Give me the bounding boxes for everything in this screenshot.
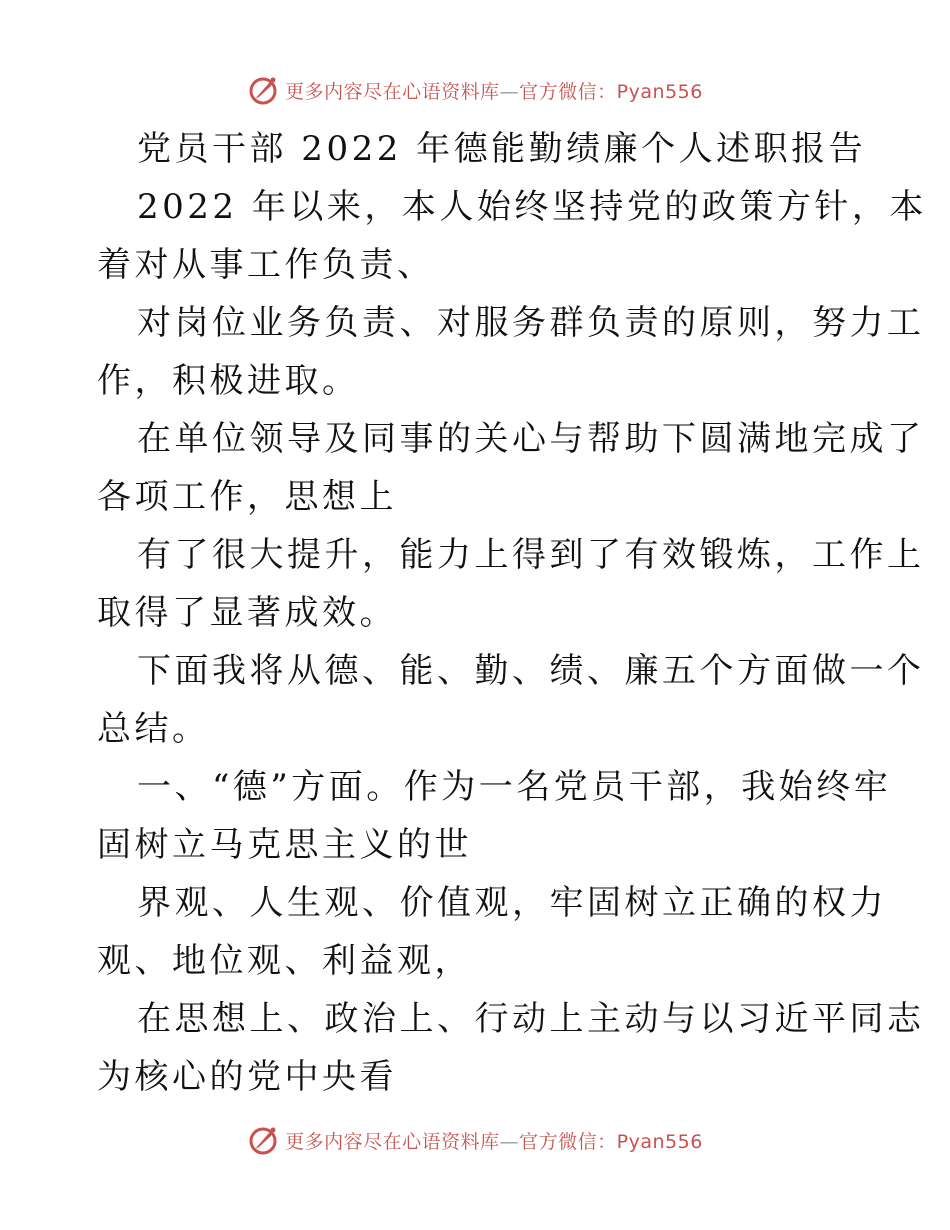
paragraph-line: 为核心的党中央看 [97,1057,397,1097]
watermark-text: 更多内容尽在心语资料库—官方微信：Pyan556 [285,80,703,103]
paragraph-line: 在思想上、政治上、行动上主动与以习近平同志 [137,999,925,1039]
quill-circle-icon [247,1123,281,1157]
paragraph-line: 对岗位业务负责、对服务群负责的原则，努力工 [137,303,925,343]
footer-watermark [0,1120,950,1160]
header-watermark [0,70,950,110]
paragraph-line: 总结。 [97,709,210,749]
document-body [97,120,927,1106]
watermark-text: 更多内容尽在心语资料库—官方微信：Pyan556 [285,1130,703,1153]
paragraph-line: 固树立马克思主义的世 [97,825,472,865]
paragraph-line: 下面我将从德、能、勤、绩、廉五个方面做一个 [137,651,925,691]
paragraph-line: 2022 年以来，本人始终坚持党的政策方针，本 [137,187,927,227]
paragraph-line: 界观、人生观、价值观，牢固树立正确的权力 [137,883,887,923]
paragraph-line: 各项工作，思想上 [97,477,397,517]
quill-circle-icon [247,73,281,107]
document-title: 党员干部 2022 年德能勤绩廉个人述职报告 [137,129,867,169]
paragraph-line: 着对从事工作负责、 [97,245,435,285]
paragraph-line: 观、地位观、利益观， [97,941,472,981]
section-heading-line: 一、“德”方面。作为一名党员干部，我始终牢 [137,767,892,807]
paragraph-line: 取得了显著成效。 [97,593,397,633]
paragraph-line: 在单位领导及同事的关心与帮助下圆满地完成了 [137,419,925,459]
paragraph-line: 作，积极进取。 [97,361,360,401]
paragraph-line: 有了很大提升，能力上得到了有效锻炼，工作上 [137,535,925,575]
